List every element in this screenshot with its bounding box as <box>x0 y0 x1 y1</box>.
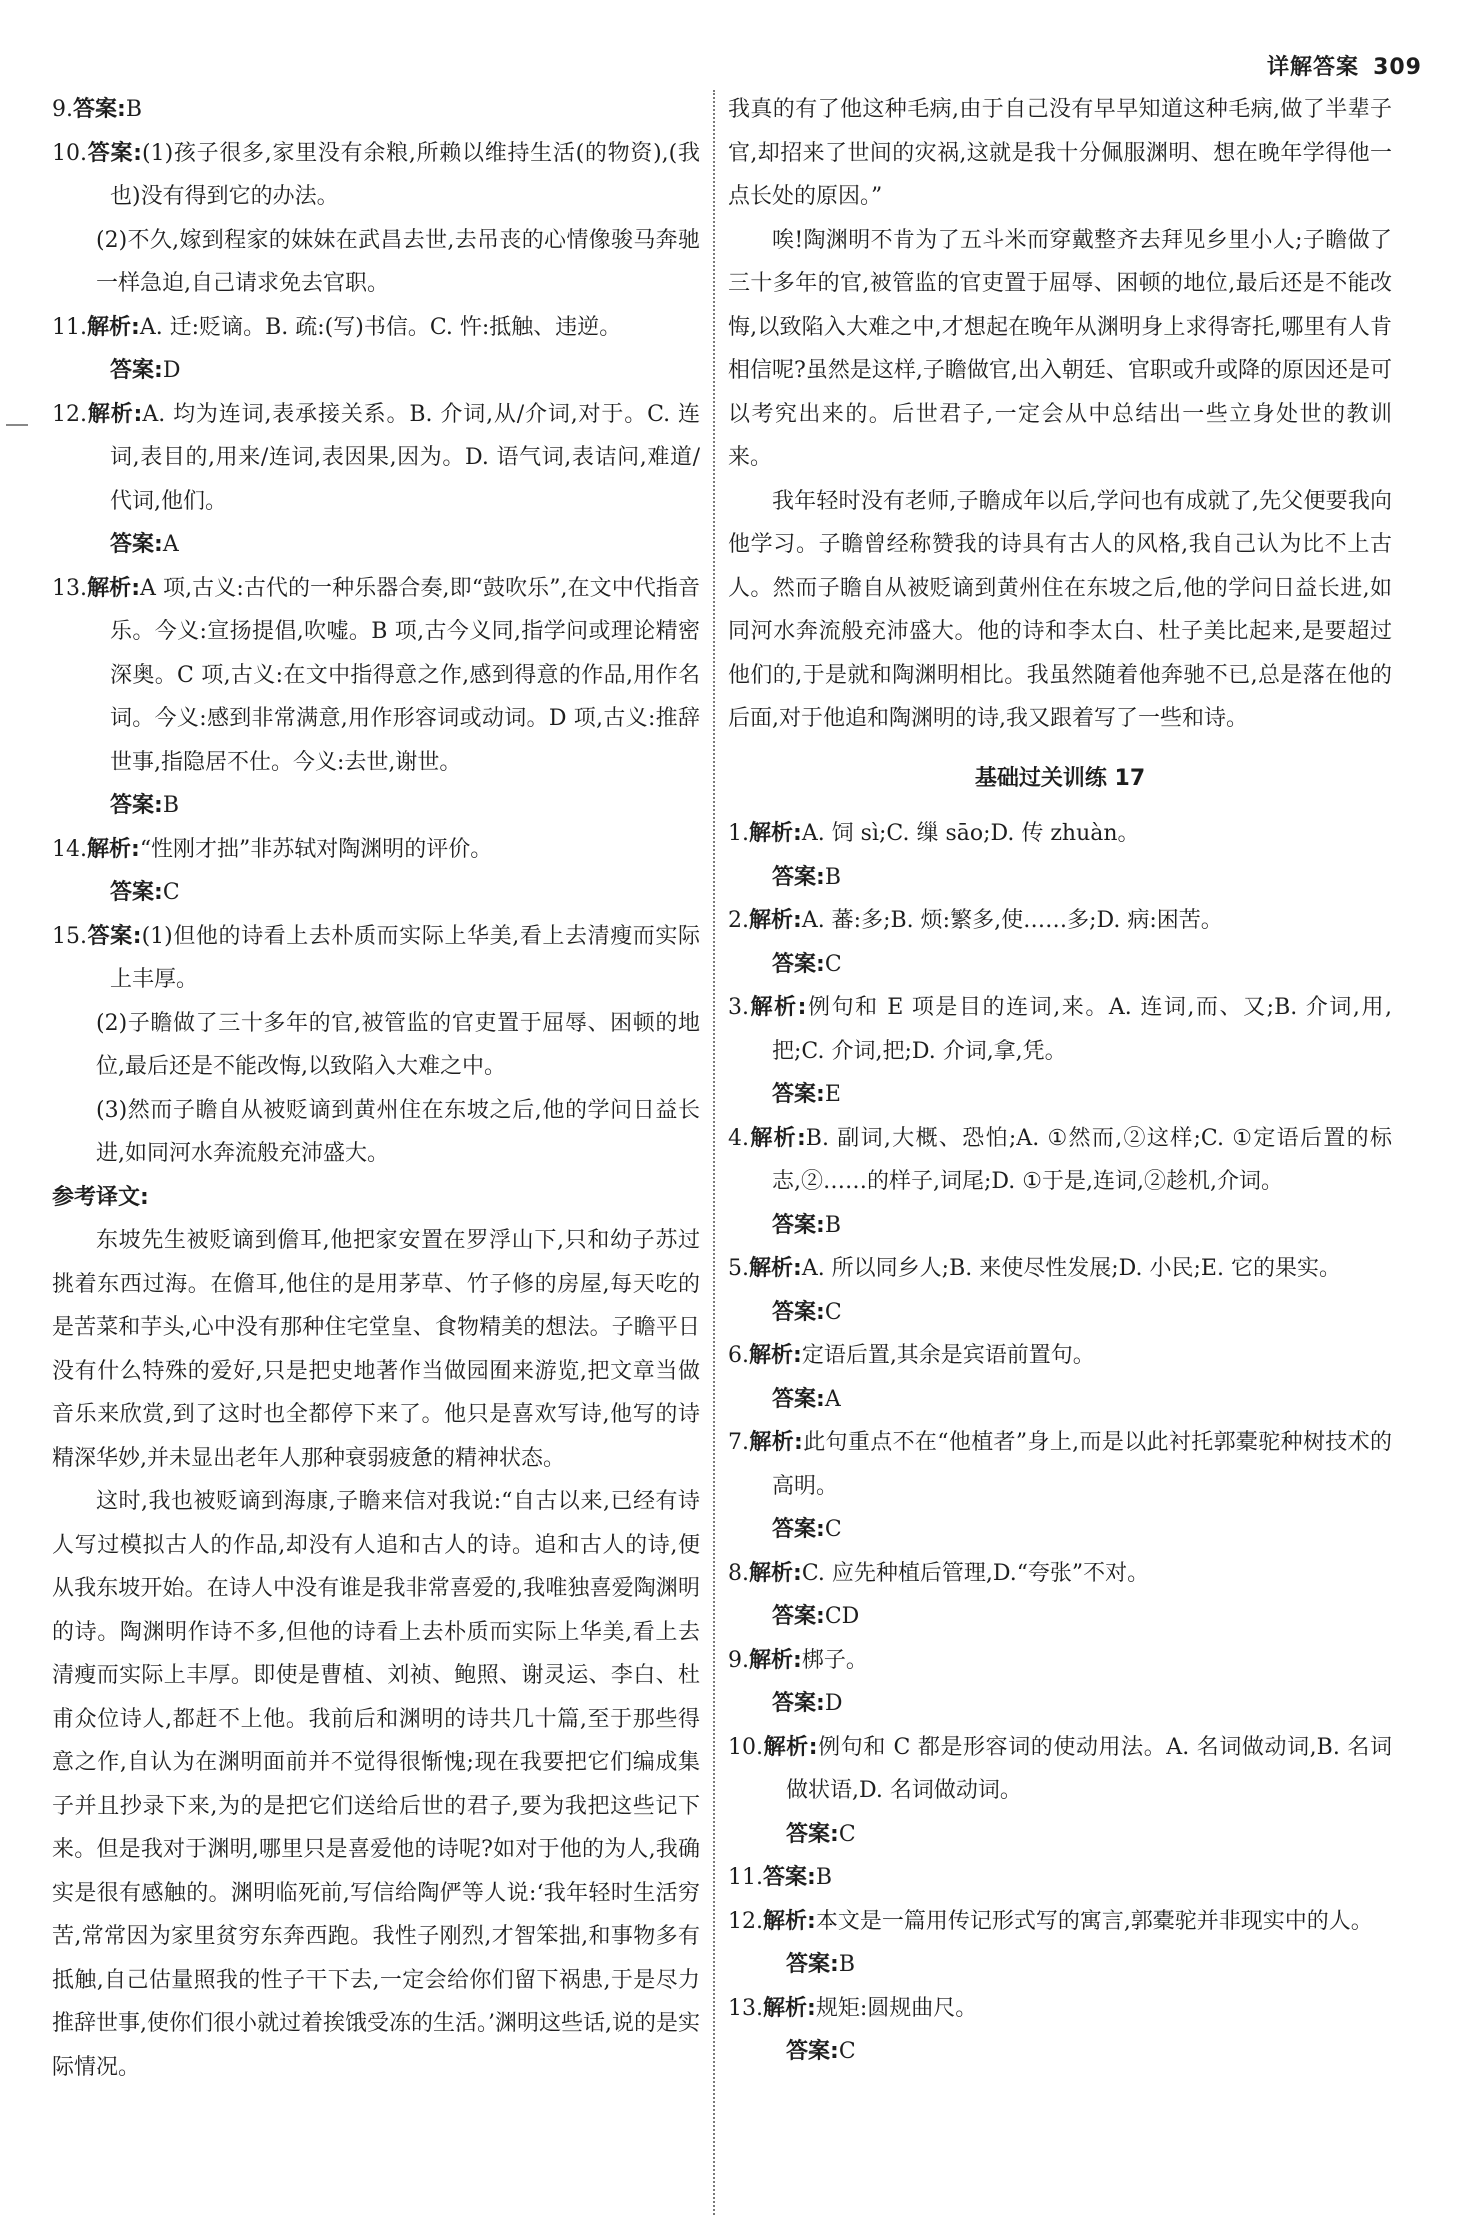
item-text: 此句重点不在“他植者”身上,而是以此衬托郭橐驼种树技术的高明。 <box>772 1430 1392 1499</box>
right-item <box>728 1900 1392 1944</box>
answer-label: 答案: <box>772 1517 825 1542</box>
item-label: 解析: <box>749 1256 802 1281</box>
right-item <box>728 986 1392 1073</box>
left-answer <box>52 784 700 828</box>
right-item <box>728 812 1392 856</box>
left-column <box>52 88 700 2218</box>
left-answer <box>52 523 700 567</box>
item-label: 解析: <box>749 995 807 1020</box>
right-answer <box>728 1682 1392 1726</box>
answer-label: 答案: <box>772 1691 825 1716</box>
left-answer-list <box>52 88 700 1176</box>
right-item <box>728 1856 1392 1900</box>
item-number: 5. <box>728 1256 749 1281</box>
answer-value: E <box>824 1082 841 1107</box>
answer-value: A <box>162 532 179 557</box>
answer-value: C <box>838 1821 856 1847</box>
item-text: B. 副词,大概、恐怕;A. ①然而,②这样;C. ①定语后置的标志,②……的样子,词尾;D. ①于是,连词,②趁机,介词。 <box>772 1125 1392 1194</box>
left-subitem: (2)子瞻做了三十多年的官,被管监的官吏置于屈辱、困顿的地位,最后还是不能改悔,以致陷入大难之中。 <box>96 1010 700 1079</box>
answer-label: 答案: <box>110 358 163 383</box>
right-column <box>728 88 1392 2218</box>
translation-paragraph: 唉!陶渊明不肯为了五斗米而穿戴整齐去拜见乡里小人;子瞻做了三十多年的官,被管监的官吏置于屈辱、困顿的地位,最后还是不能改悔,以致陷入大难之中,才想起在晚年从渊明身上求得寄托,哪里有人肯相信呢?虽然是这样,子瞻做官,出入朝廷、官职或升或降的原因还是可以考究出来的。后世君子,一定会从中总结出一些立身处世的教训来。 <box>728 227 1392 470</box>
column-divider <box>713 90 715 2215</box>
answer-label: 答案: <box>786 1952 839 1977</box>
right-answer <box>728 1943 1392 1987</box>
left-item <box>52 393 700 524</box>
answer-value: C <box>824 951 842 977</box>
answer-label: 答案: <box>772 864 825 890</box>
item-label: 解析: <box>87 314 140 340</box>
item-text: A. 饲 sì;C. 缫 sāo;D. 传 zhuàn。 <box>801 821 1140 846</box>
right-item <box>728 1552 1392 1596</box>
item-label: 解析: <box>87 575 141 601</box>
item-number: 4. <box>728 1125 749 1151</box>
item-number: 6. <box>728 1343 749 1368</box>
item-text: C. 应先种植后管理,D.“夸张”不对。 <box>801 1560 1150 1586</box>
item-label: 解析: <box>749 908 802 933</box>
translation-paragraph: 我真的有了他这种毛病,由于自己没有早早知道这种毛病,做了半辈子官,却招来了世间的灾祸,这就是我十分佩服渊明、想在晚年学得他一点长处的原因。” <box>728 97 1392 209</box>
item-number: 7. <box>728 1430 749 1455</box>
answer-value: B <box>162 793 179 818</box>
item-text: 本文是一篇用传记形式写的寓言,郭橐驼并非现实中的人。 <box>815 1908 1373 1934</box>
right-answer-list <box>728 812 1392 2074</box>
left-subitem: (2)不久,嫁到程家的妹妹在武昌去世,去吊丧的心情像骏马奔驰一样急迫,自己请求免去官职。 <box>96 227 700 296</box>
item-number: 2. <box>728 908 749 933</box>
item-text: 例句和 C 都是形容词的使动用法。A. 名词做动词,B. 名词做状语,D. 名词做动词。 <box>786 1734 1392 1803</box>
item-text: A. 所以同乡人;B. 来使尽性发展;D. 小民;E. 它的果实。 <box>801 1256 1341 1281</box>
right-item <box>728 1421 1392 1508</box>
right-answer <box>728 1291 1392 1335</box>
right-answer <box>728 1378 1392 1422</box>
answer-value: D <box>824 1691 843 1716</box>
item-label: 解析: <box>749 1430 803 1455</box>
item-text: A. 均为连词,表承接关系。B. 介词,从/介词,对于。C. 连词,表目的,用来/连词,表因果,因为。D. 语气词,表诘问,难道/代词,他们。 <box>110 401 700 514</box>
item-text: B <box>815 1865 832 1890</box>
left-subitem: (3)然而子瞻自从被贬谪到黄州住在东坡之后,他的学问日益长进,如同河水奔流般充沛盛大。 <box>96 1097 700 1166</box>
translation-paragraph: 这时,我也被贬谪到海康,子瞻来信对我说:“自古以来,已经有诗人写过模拟古人的作品,却没有人追和古人的诗。追和古人的诗,便从我东坡开始。在诗人中没有谁是我非常喜爱的,我唯独喜爱陶渊明的诗。陶渊明作诗不多,但他的诗看上去朴质而实际上华美,看上去清瘦而实际上丰厚。即使是曹植、刘祯、鲍照、谢灵运、李白、杜甫众位诗人,都赶不上他。我前后和渊明的诗共几十篇,至于那些得意之作,自认为在渊明面前并不觉得很惭愧;现在我要把它们编成集子并且抄录下来,为的是把它们送给后世的君子,要为我把这些记下来。但是我对于渊明,哪里只是喜爱他的诗呢?如对于他的为人,我确实是很有感触的。渊明临死前,写信给陶俨等人说:‘我年轻时生活穷苦,常常因为家里贫穷东奔西跑。我性子刚烈,才智笨拙,和事物多有抵触,自己估量照我的性子干下去,一定会给你们留下祸患,于是尽力推辞世事,使你们很小就过着挨饿受冻的生活。’渊明这些话,说的是实际情况。 <box>52 1489 700 2080</box>
answer-value: B <box>824 1212 841 1238</box>
item-number: 8. <box>728 1560 749 1586</box>
answer-label: 答案: <box>772 951 825 977</box>
right-answer <box>728 2030 1392 2074</box>
left-answer <box>52 871 700 915</box>
item-text: A. 迁:贬谪。B. 疏:(写)书信。C. 忤:抵触、违逆。 <box>139 314 622 340</box>
right-answer <box>728 1204 1392 1248</box>
left-answer <box>52 349 700 393</box>
item-text: 定语后置,其余是宾语前置句。 <box>801 1343 1095 1368</box>
answer-label: 答案: <box>110 880 163 905</box>
item-number: 10. <box>728 1734 763 1760</box>
item-number: 12. <box>52 401 87 427</box>
right-answer <box>728 1073 1392 1117</box>
right-item <box>728 1639 1392 1683</box>
answer-value: A <box>824 1386 841 1412</box>
item-number: 11. <box>52 314 87 340</box>
item-text: B <box>125 97 142 122</box>
left-item <box>52 828 700 872</box>
page-number: 309 <box>1373 55 1422 80</box>
item-number: 15. <box>52 923 87 949</box>
left-item <box>52 306 700 350</box>
section-title: 基础过关训练 17 <box>974 765 1146 791</box>
answer-label: 答案: <box>772 1212 825 1238</box>
right-item <box>728 1334 1392 1378</box>
item-text: A 项,古义:古代的一种乐器合奏,即“鼓吹乐”,在文中代指音乐。今义:宣扬提倡,吹嘘。B 项,古今义同,指学问或理论精密深奥。C 项,古义:在文中指得意之作,感到得意的作品,用作名词。今义:感到非常满意,用作形容词或动词。D 项,古义:推辞世事,指隐居不仕。今义:去世,谢世。 <box>110 575 700 775</box>
item-text: “性刚才拙”非苏轼对陶渊明的评价。 <box>139 836 493 862</box>
item-label: 解析: <box>749 1647 802 1673</box>
item-number: 1. <box>728 821 749 846</box>
answer-label: 答案: <box>772 1082 825 1107</box>
left-item <box>52 88 700 132</box>
translation-paragraph: 我年轻时没有老师,子瞻成年以后,学问也有成就了,先父便要我向他学习。子瞻曾经称赞我的诗具有古人的风格,我自己认为比不上古人。然而子瞻自从被贬谪到黄州住在东坡之后,他的学问日益长进,如同河水奔流般充沛盛大。他的诗和李太白、杜子美比起来,是要超过他们的,于是就和陶渊明相比。我虽然随着他奔驰不已,总是落在他的后面,对于他追和陶渊明的诗,我又跟着写了一些和诗。 <box>728 488 1392 731</box>
answer-value: D <box>162 358 181 383</box>
answer-label: 答案: <box>772 1386 825 1412</box>
item-label: 解析: <box>87 401 143 427</box>
item-label: 解析: <box>749 1343 802 1368</box>
item-text: A. 蕃:多;B. 烦:繁多,使……多;D. 病:困苦。 <box>801 908 1223 933</box>
translation-paragraph: 东坡先生被贬谪到儋耳,他把家安置在罗浮山下,只和幼子苏过挑着东西过海。在儋耳,他住的是用茅草、竹子修的房屋,每天吃的是苦菜和芋头,心中没有那种住宅堂皇、食物精美的想法。子瞻平日没有什么特殊的爱好,只是把史地著作当做园囿来游览,把文章当做音乐来欣赏,到了这时也全都停下来了。他只是喜欢写诗,他写的诗精深华妙,并未显出老年人那种衰弱疲惫的精神状态。 <box>52 1228 700 1471</box>
right-answer <box>728 1813 1392 1857</box>
item-label: 答案: <box>87 923 142 949</box>
item-label: 解析: <box>763 1908 816 1934</box>
left-item <box>52 567 700 785</box>
item-label: 答案: <box>73 97 126 122</box>
answer-value: C <box>838 2039 856 2064</box>
answer-label: 答案: <box>772 1604 825 1629</box>
header-title: 详解答案 <box>1267 55 1360 80</box>
item-label: 答案: <box>87 140 142 166</box>
item-label: 解析: <box>749 1560 802 1586</box>
margin-mark <box>6 424 28 426</box>
right-item <box>728 1726 1392 1813</box>
item-number: 13. <box>52 575 87 601</box>
right-answer <box>728 1595 1392 1639</box>
item-number: 13. <box>728 1995 763 2021</box>
item-number: 14. <box>52 836 87 862</box>
answer-value: B <box>838 1952 855 1977</box>
answer-value: C <box>824 1299 842 1325</box>
item-number: 3. <box>728 995 749 1020</box>
left-item <box>52 132 700 219</box>
item-number: 11. <box>728 1865 763 1890</box>
item-text: (1)但他的诗看上去朴质而实际上华美,看上去清瘦而实际上丰厚。 <box>110 923 700 992</box>
item-text: 梆子。 <box>801 1647 868 1673</box>
item-label: 解析: <box>749 1125 806 1151</box>
answer-label: 答案: <box>772 1299 825 1325</box>
answer-label: 答案: <box>786 2039 839 2064</box>
right-answer <box>728 856 1392 900</box>
right-answer <box>728 1508 1392 1552</box>
item-label: 答案: <box>763 1865 816 1890</box>
item-number: 12. <box>728 1908 763 1934</box>
left-item <box>52 915 700 1002</box>
page-header <box>1267 50 1422 81</box>
right-item <box>728 1117 1392 1204</box>
item-label: 解析: <box>749 821 802 846</box>
answer-value: C <box>824 1517 842 1542</box>
right-item <box>728 1247 1392 1291</box>
item-label: 解析: <box>763 1734 818 1760</box>
item-number: 10. <box>52 140 87 166</box>
item-number: 9. <box>52 97 73 122</box>
item-label: 解析: <box>763 1995 816 2021</box>
right-item <box>728 1987 1392 2031</box>
right-item <box>728 899 1392 943</box>
answer-label: 答案: <box>110 532 163 557</box>
item-text: (1)孩子很多,家里没有余粮,所赖以维持生活(的物资),(我也)没有得到它的办法。 <box>110 140 700 209</box>
item-label: 解析: <box>87 836 140 862</box>
item-number: 9. <box>728 1647 749 1673</box>
answer-value: B <box>824 864 841 890</box>
right-answer <box>728 943 1392 987</box>
answer-value: CD <box>824 1604 860 1629</box>
answer-value: C <box>162 880 180 905</box>
item-text: 规矩:圆规曲尺。 <box>815 1995 978 2021</box>
reference-title: 参考译文: <box>52 1184 149 1210</box>
answer-label: 答案: <box>786 1821 839 1847</box>
item-text: 例句和 E 项是目的连词,来。A. 连词,而、又;B. 介词,用,把;C. 介词,把;D. 介词,拿,凭。 <box>772 995 1392 1064</box>
answer-label: 答案: <box>110 793 163 818</box>
